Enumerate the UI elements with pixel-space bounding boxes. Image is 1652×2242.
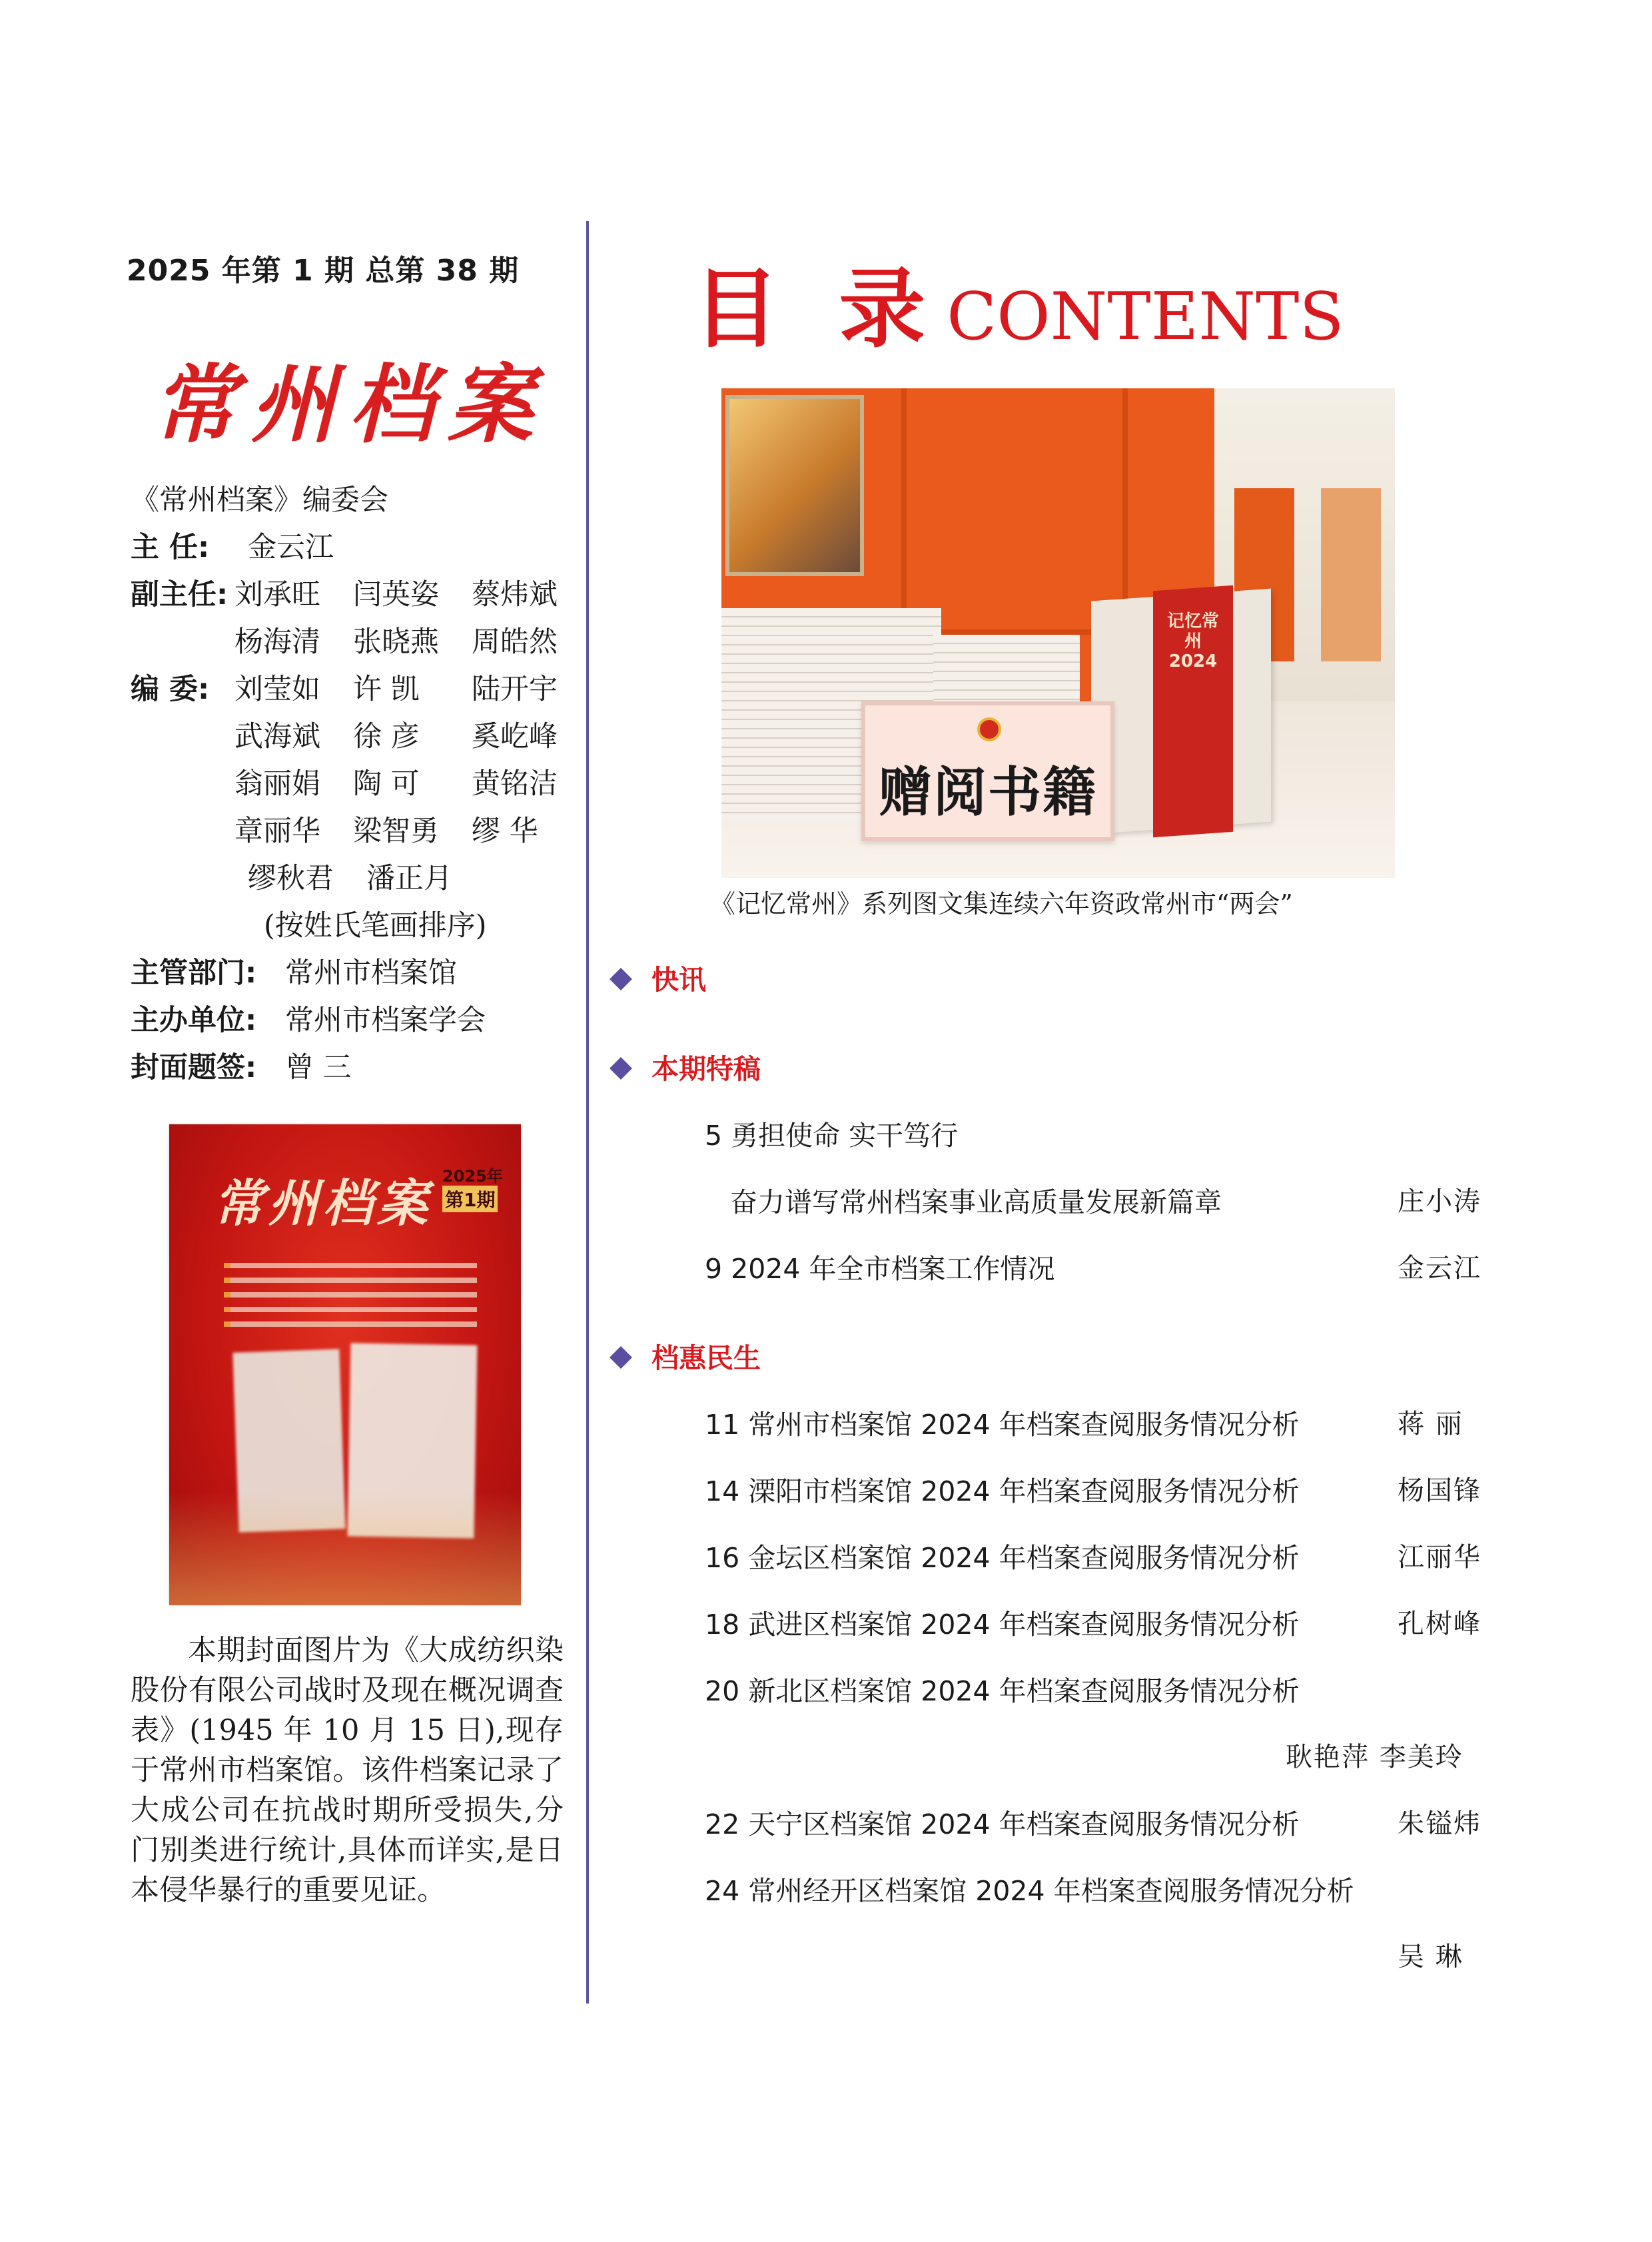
members-label: 编 委: [131,673,210,706]
cover-logo: 常州档案 [213,1174,432,1233]
editorial-board [131,474,590,1089]
editorial-heading-text: 《常州档案》编委会 [131,484,388,517]
member-name: 武海斌 [234,720,320,753]
book-title: 记忆常州 2024 [1166,611,1219,671]
deputy-name: 蔡炜斌 [472,578,558,611]
toc-entry[interactable]: 20 新北区档案馆 2024 年档案查阅服务情况分析 [705,1675,1300,1707]
sponsor-label: 主办单位: [131,1004,257,1037]
toc-entry[interactable]: 18 武进区档案馆 2024 年档案查阅服务情况分析 [705,1609,1300,1641]
toc-entry[interactable]: 14 溧阳市档案馆 2024 年档案查阅服务情况分析 [705,1475,1300,1507]
deputy-label: 副主任: [131,578,228,611]
sign-text: 赠阅书籍 [879,761,1097,823]
sponsor-row [131,994,590,1042]
toc-author: 蒋 丽 [1398,1409,1463,1439]
emblem-icon [977,717,1001,741]
toc-entry[interactable]: 22 天宁区档案馆 2024 年档案查阅服务情况分析 [705,1808,1300,1840]
member-name: 黄铭洁 [472,767,558,801]
toc-entry[interactable]: 奋力谱写常州档案事业高质量发展新篇章 [730,1186,1222,1218]
deputy-name: 刘承旺 [234,578,320,611]
section-livelihood-title: 档惠民生 [651,1342,761,1374]
deputy-row [131,569,590,616]
section-feature [613,1047,761,1086]
display-sign [861,701,1114,841]
members-row [131,758,590,805]
cover-issue: 第1期 [442,1186,498,1212]
calligraphy-value: 曾 三 [285,1051,352,1084]
member-name: 章丽华 [234,815,320,848]
contents-title [693,240,1344,364]
cover-description: 本期封面图片为《大成纺织染股份有限公司战时及现在概况调查表》(1945 年 10 月 15 日),现存于常州市档案馆。该件档案记录了大成公司在抗战时期所受损失,分门别类进行统计,具体而详实,是日本侵华暴行的重要见证。 [131,1634,564,1907]
photo-caption: 《记忆常州》系列图文集连续六年资政常州市“两会” [710,889,1293,919]
deputy-name: 周皓然 [472,625,558,659]
member-name: 梁智勇 [353,815,439,848]
toc-entry[interactable]: 9 2024 年全市档案工作情况 [705,1253,1055,1285]
members-note-row [131,900,590,947]
contents-title-en: CONTENTS [947,279,1344,355]
editorial-heading [131,474,590,522]
cover-thumbnail [169,1124,521,1605]
sponsor-value: 常州市档案学会 [285,1004,486,1037]
cover-year: 2025年 [442,1167,503,1186]
column-divider [586,221,589,2004]
section-news-title: 快讯 [651,964,706,996]
member-name: 陆开宇 [472,673,558,706]
deputy-row [131,616,590,663]
members-row [131,663,590,711]
director-name: 金云江 [248,531,334,564]
members-note: (按姓氏笔画排序) [264,909,487,942]
director-label: 主 任: [131,531,210,564]
toc-author: 金云江 [1398,1253,1481,1284]
toc-entry[interactable]: 16 金坛区档案馆 2024 年档案查阅服务情况分析 [705,1542,1300,1574]
member-name: 潘正月 [366,862,452,895]
member-name: 翁丽娟 [234,767,320,801]
toc-author: 庄小涛 [1398,1186,1481,1217]
section-news [613,958,706,997]
diamond-bullet-icon [610,1057,632,1080]
section-livelihood [613,1336,761,1375]
member-name: 缪 华 [472,815,538,848]
contents-title-zh: 目 录 [693,258,941,360]
supervisor-value: 常州市档案馆 [285,956,457,990]
member-name: 奚屹峰 [472,720,558,753]
members-row [131,805,590,853]
members-row [131,853,590,900]
calligraphy-row [131,1042,590,1089]
deputy-name: 杨海清 [234,625,320,659]
members-row [131,711,590,758]
toc-author: 吴 琳 [1398,1942,1463,1972]
issue-line: 2025 年第 1 期 总第 38 期 [127,254,520,288]
toc-author: 孔树峰 [1398,1609,1481,1639]
toc-entry[interactable]: 11 常州市档案馆 2024 年档案查阅服务情况分析 [705,1409,1300,1441]
toc-author: 耿艳萍 李美玲 [1286,1742,1463,1772]
diamond-bullet-icon [610,968,632,990]
painting-image [725,395,864,576]
supervisor-row [131,947,590,994]
calligraphy-label: 封面题签: [131,1051,257,1084]
toc-author: 杨国锋 [1398,1475,1481,1506]
toc-author: 江丽华 [1398,1542,1481,1573]
member-name: 缪秋君 [248,862,334,895]
section-feature-title: 本期特稿 [651,1053,761,1085]
feature-photo [721,388,1395,878]
magazine-logo: 常州档案 [152,355,547,455]
member-name: 许 凯 [353,673,420,706]
member-name: 刘莹如 [234,673,320,706]
toc-author: 朱镒炜 [1398,1808,1481,1839]
director-row [131,522,590,569]
deputy-name: 张晓燕 [353,625,439,659]
member-name: 陶 可 [353,767,420,801]
cover-sparkle [169,1492,521,1605]
toc-entry[interactable]: 5 勇担使命 实干笃行 [705,1120,959,1152]
member-name: 徐 彦 [353,720,420,753]
diamond-bullet-icon [610,1346,632,1369]
deputy-name: 闫英姿 [353,578,439,611]
cover-headline-lines [224,1263,477,1336]
supervisor-label: 主管部门: [131,956,257,990]
toc-entry[interactable]: 24 常州经开区档案馆 2024 年档案查阅服务情况分析 [705,1875,1354,1907]
